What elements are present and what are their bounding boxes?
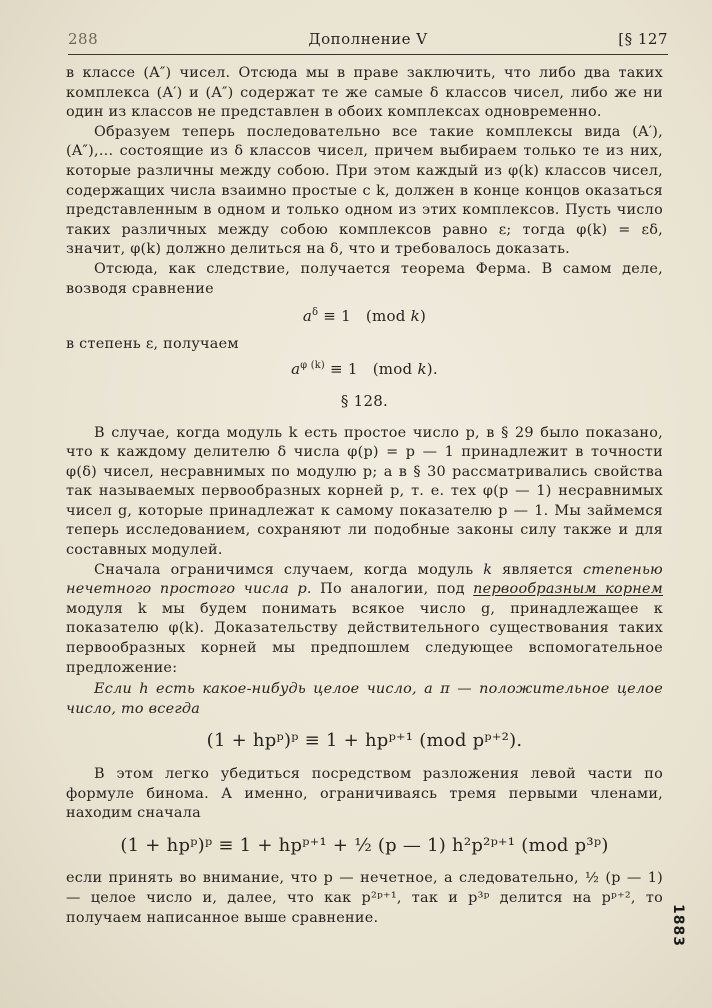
emphasis-underlined-text: первообразным корнем: [473, 581, 663, 598]
text-span: модуля k мы будем понимать всякое число g, принадлежащее к показателю φ(k). Доказательству действительного существования таких первообразных корней мы предпошлем следующее вспомогательное предложение:: [66, 600, 663, 676]
paragraph-continuation: в классе (A″) чисел. Отсюда мы в праве заключить, что либо два таких комплекса (A′) и (A″) содержат те же самые δ классов чисел, либо же ни один из классов не представлен в обоих комплексах одновременно.: [66, 65, 663, 121]
text-span: является: [492, 561, 583, 578]
formula-rest: ≡ 1 (mod: [325, 360, 418, 379]
paragraph-conclusion: если принять во внимание, что p — нечетное, а следовательно, ½ (p — 1) — целое число и, далее, что как p²ᵖ⁺¹, так и p³ᵖ делится на pᵖ⁺², то получаем написанное выше сравнение.: [66, 870, 663, 926]
paragraph-power: в степень ε, получаем: [66, 335, 239, 352]
formula-modulus: k: [410, 307, 420, 326]
paragraph-binomial: В этом легко убедиться посредством разложения левой части по формуле бинома. А именно, ограничиваясь тремя первыми членами, находим сначала: [66, 766, 663, 822]
page-body: [66, 64, 663, 928]
text-span: . По аналогии, под: [306, 581, 474, 598]
formula-close: ).: [426, 360, 438, 379]
paragraph-odd-prime-power: [66, 561, 663, 679]
page-number: 288: [68, 30, 99, 48]
text-span: Сначала ограничимся случаем, когда модуль: [94, 561, 484, 578]
paragraph-primitive-roots: В случае, когда модуль k есть простое число p, в § 29 было показано, что к каждому делителю δ числа φ(p) = p — 1 принадлежит в точности φ(δ) чисел, несравнимых по модулю p; а в § 30 рассматривались свойства так называемых первообразных корней p, т. е. тех φ(p — 1) несравнимых чисел g, которые принадлежат к самому показателю p — 1. Мы займемся теперь исследованием, сохраняют ли подобные законы силу также и для составных модулей.: [66, 424, 663, 559]
formula-close: ): [420, 307, 427, 326]
running-header: [68, 28, 668, 55]
formula-exponent: δ: [312, 307, 319, 319]
formula-modulus: k: [417, 360, 427, 379]
paragraph-fermat: Отсюда, как следствие, получается теорема Ферма. В самом деле, возводя сравнение: [66, 260, 663, 297]
formula-exponent: φ (k): [300, 360, 325, 372]
formula-rest: ≡ 1 (mod: [318, 307, 411, 326]
lemma-statement: Если h есть какое-нибудь целое число, а π — положительное целое число, то всегда: [66, 681, 663, 717]
formula-congruence-delta: [66, 307, 663, 327]
margin-stamp: 1883: [670, 904, 686, 947]
section-heading: § 128.: [340, 391, 389, 410]
header-section: [§ 127: [618, 30, 668, 48]
formula-binomial-expansion: (1 + hpᵖ)ᵖ ≡ 1 + hpᵖ⁺¹ + ½ (p — 1) h²p²ᵖ⁺¹ (mod p³ᵖ): [120, 834, 609, 856]
formula-base: a: [302, 307, 313, 326]
formula-lemma: (1 + hpᵖ)ᵖ ≡ 1 + hpᵖ⁺¹ (mod pᵖ⁺²).: [206, 730, 523, 752]
formula-fermat: [66, 360, 663, 380]
emphasis-text: степенью нечетного простого числа p: [66, 561, 663, 598]
paragraph-complexes: Образуем теперь последовательно все такие комплексы вида (A′), (A″),... состоящие из δ классов чисел, причем выбираем только те из них, которые различны между собою. При этом каждый из φ(k) классов чисел, содержащих числа взаимно простые с k, должен в конце концов оказаться представленным в одном и только одном из этих комплексов. Пусть число таких различных между собою комплексов равно ε; тогда φ(k) = εδ, значит, φ(k) должно делиться на δ, что и требовалось доказать.: [66, 123, 663, 258]
formula-base: a: [291, 360, 301, 379]
variable-k: k: [483, 561, 493, 578]
header-title: Дополнение V: [308, 30, 428, 48]
